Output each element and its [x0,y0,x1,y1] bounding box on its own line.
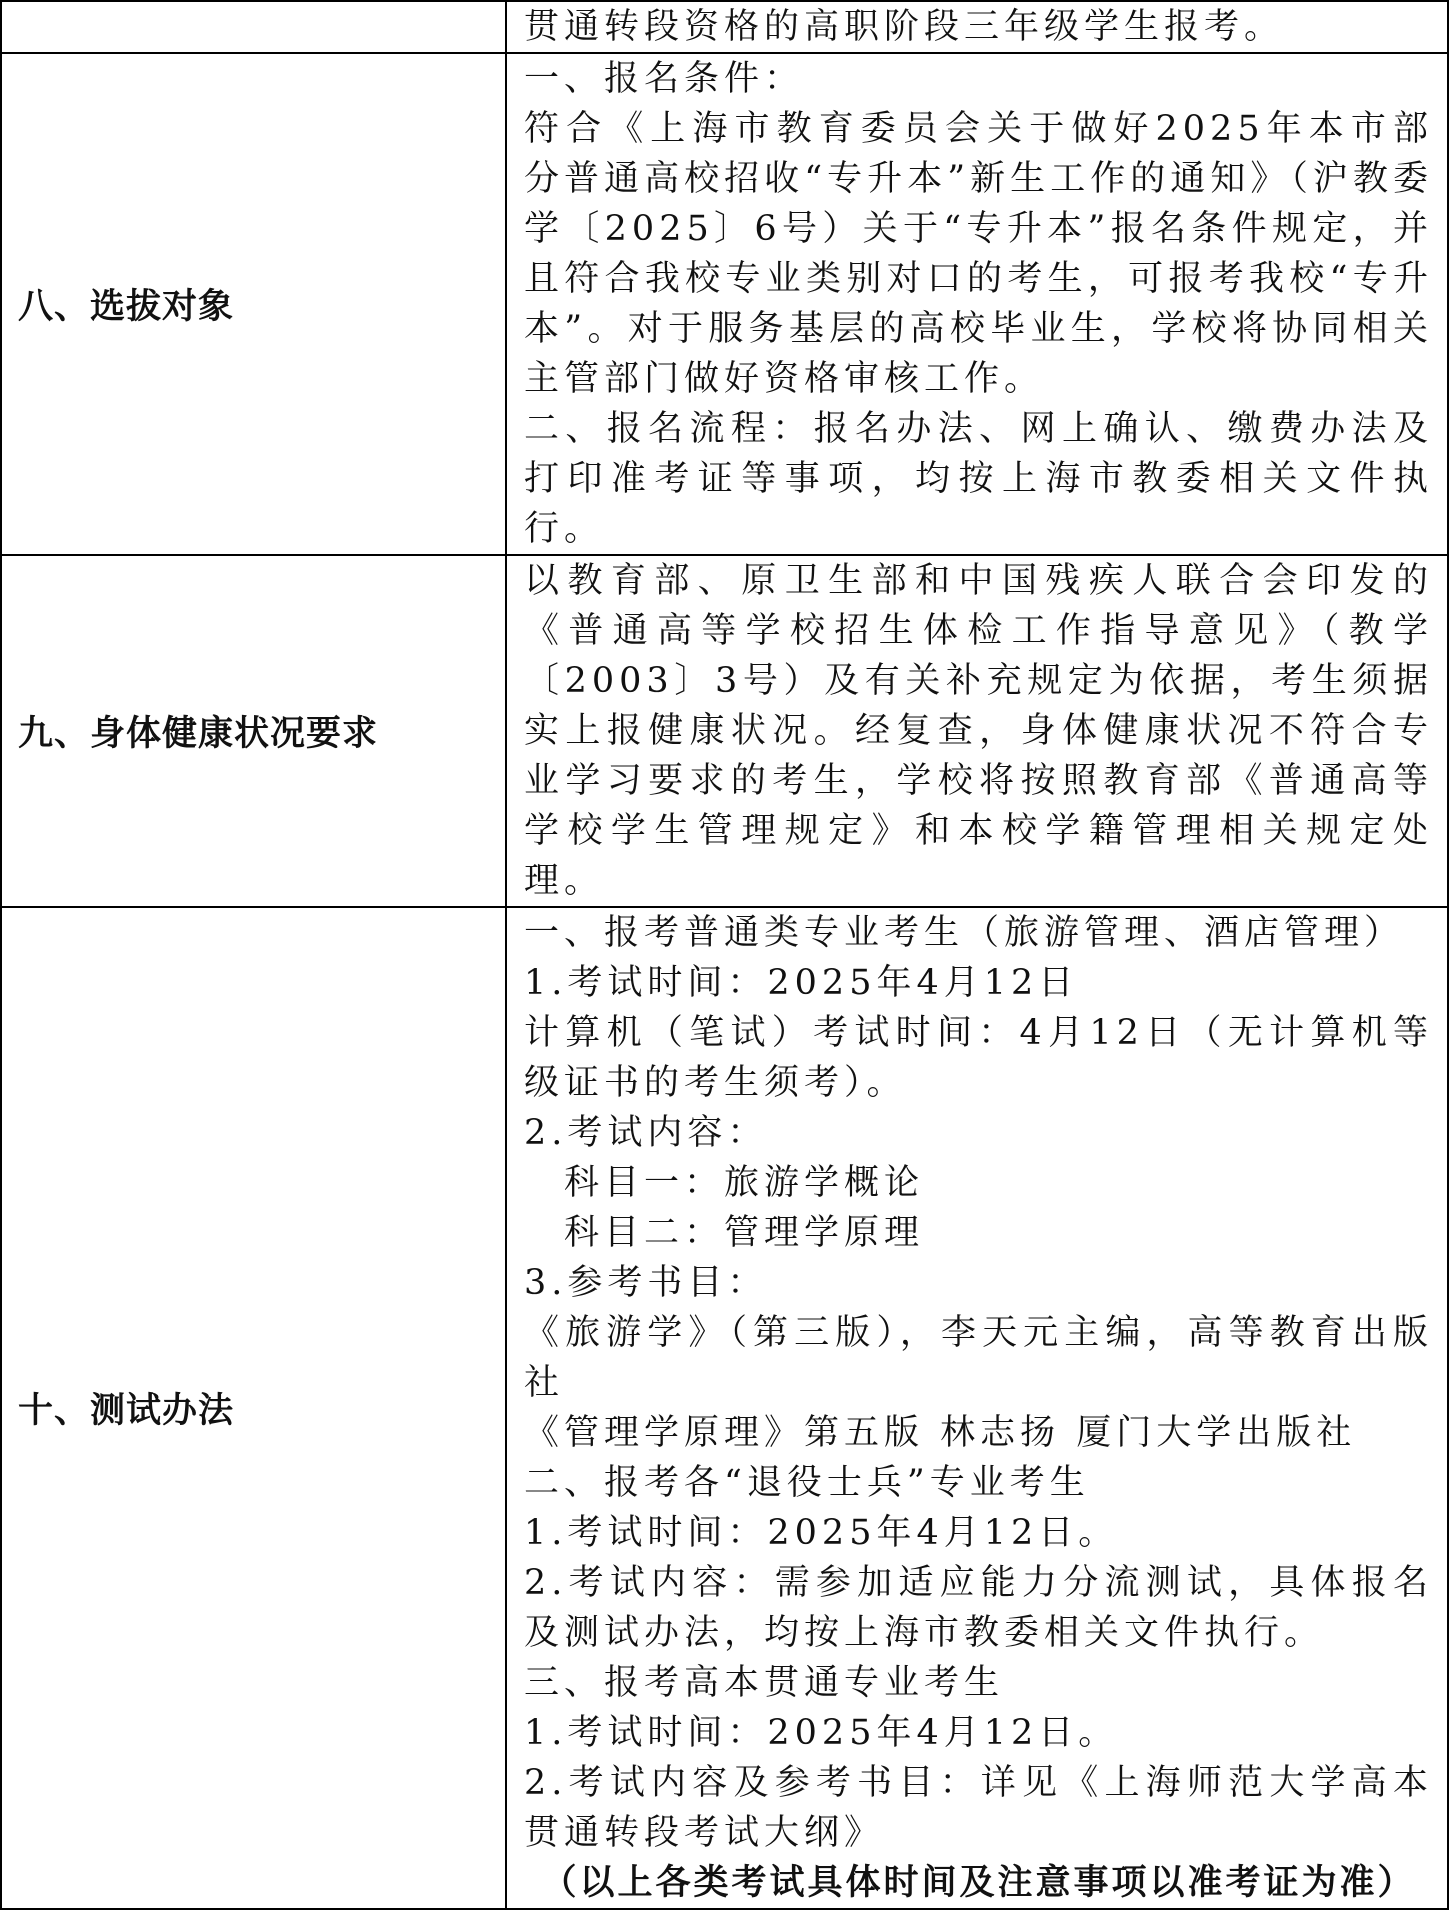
paragraph: 科目二：管理学原理 [564,1213,925,1253]
paragraph: 1.考试时间：2025年4月12日。 [524,1713,1119,1753]
paragraph: 二、报考各“退役士兵”专业考生 [524,1463,1090,1503]
paragraph: 一、报名条件： [524,59,805,99]
row-content [506,53,1448,555]
row-label: 九、身体健康状况要求 [1,555,506,907]
exam-note: （以上各类考试具体时间及注意事项以准考证为准） [541,1863,1416,1903]
paragraph: 二、报名流程：报名办法、网上确认、缴费办法及打印准考证等事项，均按上海市教委相关文件执行。 [524,409,1433,549]
paragraph: 3.参考书目： [524,1263,768,1303]
row-content [506,1,1448,53]
table-row [1,53,1448,555]
paragraph: 计算机（笔试）考试时间：4月12日（无计算机等级证书的考生须考）。 [524,1013,1433,1103]
paragraph: 1.考试时间：2025年4月12日 [524,963,1079,1003]
paragraph: 一、报考普通类专业考生（旅游管理、酒店管理） [524,913,1405,953]
row-content [506,907,1448,1909]
row-label: 十、测试办法 [1,907,506,1909]
row-label: 八、选拔对象 [1,53,506,555]
paragraph: 科目一：旅游学概论 [564,1163,925,1203]
paragraph: 符合《上海市教育委员会关于做好2025年本市部分普通高校招收“专升本”新生工作的通知》（沪教委学〔2025〕6号）关于“专升本”报名条件规定，并且符合我校专业类别对口的考生，可报考我校“专升本”。对于服务基层的高校毕业生，学校将协同相关主管部门做好资格审核工作。 [524,109,1433,399]
paragraph: 2.考试内容： [524,1113,768,1153]
row-label [1,1,506,53]
paragraph: 2.考试内容：需参加适应能力分流测试，具体报名及测试办法，均按上海市教委相关文件执行。 [524,1563,1433,1653]
table-row [1,1,1448,53]
paragraph: 贯通转段资格的高职阶段三年级学生报考。 [524,7,1285,47]
paragraph: 《旅游学》（第三版），李天元主编，高等教育出版社 [524,1313,1433,1403]
paragraph: 以教育部、原卫生部和中国残疾人联合会印发的《普通高等学校招生体检工作指导意见》（教学〔2003〕3号）及有关补充规定为依据，考生须据实上报健康状况。经复查，身体健康状况不符合专业学习要求的考生，学校将按照教育部《普通高等学校学生管理规定》和本校学籍管理相关规定处理。 [524,561,1433,901]
paragraph: 三、报考高本贯通专业考生 [524,1663,1005,1703]
table-row [1,555,1448,907]
table-row [1,907,1448,1909]
row-content [506,555,1448,907]
paragraph: 2.考试内容及参考书目：详见《上海师范大学高本贯通转段考试大纲》 [524,1763,1433,1853]
paragraph: 《管理学原理》第五版 林志扬 厦门大学出版社 [524,1413,1357,1453]
paragraph: 1.考试时间：2025年4月12日。 [524,1513,1119,1553]
